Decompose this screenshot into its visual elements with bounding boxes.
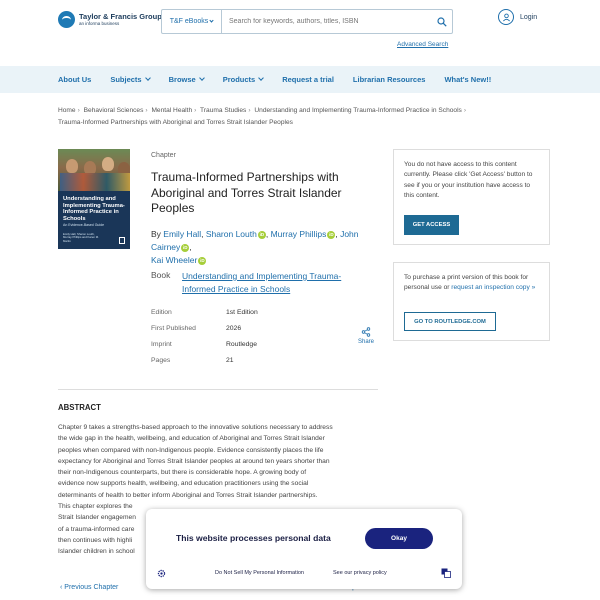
nav-subjects[interactable] [110,75,149,84]
brand-subtitle: an informa business [79,20,120,26]
orcid-icon[interactable]: iD [259,231,265,237]
book-label: Book [151,270,171,280]
previous-chapter-link[interactable] [60,584,118,591]
cover-authors: Emily Hall, Sharon Louth, Murray Phillips and Karen M. Martin [63,232,99,243]
orcid-icon[interactable]: iD [329,231,334,237]
chevron-right-icon: › [145,107,148,114]
orcid-icon[interactable]: iD [183,244,188,250]
meta-row-pages [151,352,321,368]
print-panel [393,262,550,341]
cover-subtitle: An Evidence-Based Guide [63,223,105,227]
meta-key: Imprint [151,340,172,348]
consent-title: This website processes personal data [176,533,331,543]
share-button[interactable] [354,327,378,345]
access-message: You do not have access to this content currently. Please click 'Get Access' button to see if you or your institution have access to this content. [404,161,533,199]
chevron-down-icon [258,75,264,81]
search-bar [161,9,453,34]
nav-about-us[interactable] [58,75,91,84]
search-button[interactable] [432,10,452,33]
divider [58,389,378,390]
advanced-search-link[interactable]: Advanced Search [397,41,449,48]
search-input[interactable] [222,10,432,33]
chevron-down-icon [199,75,205,81]
abstract-line: of a trauma-informed care [58,525,135,533]
meta-value: Routledge [226,340,257,348]
routledge-button[interactable]: GO TO ROUTLEDGE.COM [404,312,496,331]
share-label: Share [357,339,374,345]
abstract-line: their non-Indigenous counterparts, but there is considerable hope. A growing body of [58,469,307,477]
author-link[interactable]: Emily Hall [163,229,202,239]
abstract-line: Islander children in school [58,548,135,556]
print-text: To purchase a print version of this book for personal use or [404,274,529,292]
consent-settings-icon[interactable] [157,569,166,578]
okay-button[interactable]: Okay [365,528,433,549]
nav-label: Subjects [110,75,142,84]
meta-key: Pages [151,356,171,364]
login-button[interactable] [498,9,537,25]
previous-chapter-label: Previous Chapter [64,584,119,591]
nav-label: Browse [168,75,196,84]
chevron-right-icon: › [194,107,197,114]
search-scope-label: T&F eBooks [169,18,209,25]
login-label: Login [520,13,538,21]
orcid-icon[interactable]: iD [200,258,205,264]
brand-logo[interactable] [58,11,162,28]
breadcrumb-item[interactable]: Home [58,107,76,114]
chevron-left-icon: ‹ [60,584,63,591]
privacy-policy-link[interactable]: See our privacy policy [333,570,387,576]
abstract-line: determinants of health to better inform Aboriginal and Torres Strait Islander partnerships. [58,491,318,499]
nav-products[interactable] [223,75,264,84]
chapter-title: Trauma-Informed Partnerships with Aboriginal and Torres Strait Islander Peoples [151,170,342,216]
chevron-right-icon: › [77,107,80,114]
book-title-link[interactable]: Understanding and Implementing Trauma-Informed Practice in Schools [182,271,342,294]
print-message [404,273,539,294]
publisher-logo-icon [119,237,125,244]
nav-label: Products [222,75,256,84]
nav-browse[interactable] [169,75,204,84]
chevron-down-icon [210,18,214,22]
content-type-label: Chapter [151,152,176,159]
share-icon [361,327,371,337]
meta-row-first-published [151,320,321,336]
do-not-sell-link[interactable]: Do Not Sell My Personal Information [215,570,304,576]
abstract-line: the wide gap in the health, wellbeing, and education of Aboriginal and Torres Strait Islander [58,435,325,443]
breadcrumb-item[interactable]: Mental Health [151,107,193,114]
nav-whats-new[interactable] [444,75,491,84]
abstract-line: This chapter explores the [58,503,133,511]
book-cover[interactable] [58,149,130,249]
inspection-copy-link[interactable]: request an inspection copy [451,284,530,292]
breadcrumb-item[interactable]: Behavioral Sciences [83,107,144,114]
meta-row-edition [151,304,321,320]
site-header [0,0,600,66]
nav-label: What's New!! [444,75,492,84]
abstract-line: peoples when compared with non-Indigenous people. Evidence consistently places the life [58,446,324,454]
access-panel [393,149,550,245]
meta-value: 21 [226,356,234,364]
meta-row-imprint [151,336,321,352]
abstract-line: then continues with highli [58,536,133,544]
chapter-metadata [151,304,321,368]
user-icon [498,9,514,25]
abstract-line: Strait Islander engagemen [58,514,136,522]
cover-photo [58,149,130,191]
nav-label: Request a trial [282,75,334,84]
abstract-line: Chapter 9 takes a strengths-based approach to the innovative solutions necessary to address [58,424,333,431]
abstract-line: expectancy for Aboriginal and Torres Strait Islander peoples at around ten years shorter than [58,457,330,465]
nav-label: Librarian Resources [352,75,426,84]
meta-key: Edition [151,308,172,316]
nav-label: About Us [58,75,92,84]
author-link[interactable]: John Cairney [151,229,359,253]
search-scope-select[interactable] [162,10,222,33]
chevron-right-icon: › [463,107,467,114]
meta-value: 2026 [226,324,242,332]
author-link[interactable]: Sharon Louth [205,229,257,239]
search-icon [437,17,447,27]
abstract-line: evidence now supports health, wellbeing, and education practitioners using the social [58,480,309,488]
cookie-consent-banner [146,509,462,589]
chevron-down-icon [145,75,151,81]
breadcrumb-item[interactable]: Understanding and Implementing Trauma-Informed Practice in Schools [254,107,462,114]
author-link[interactable]: Murray Phillips [270,229,327,239]
author-list: By Emily Hall, Sharon Louth iD , Murray Phillips iD , John Cairney iD , Kai Wheeler iD [151,229,359,266]
nav-request-trial[interactable] [282,75,334,84]
language-icon[interactable] [441,568,451,578]
main-nav [0,66,600,93]
get-access-button[interactable]: GET ACCESS [404,215,459,235]
nav-librarian-resources[interactable] [353,75,426,84]
breadcrumb-item[interactable]: Trauma Studies [200,107,247,114]
breadcrumb [58,105,538,129]
meta-value: 1st Edition [226,308,258,316]
abstract-heading: ABSTRACT [58,403,101,412]
cover-title: Understanding and Implementing Trauma-Informed Practice in Schools [63,196,125,222]
chevron-right-icon: › [248,107,251,114]
brand-name: Taylor & Francis Group [79,12,162,21]
double-chevron-right-icon: » [531,284,536,292]
author-link[interactable]: Kai Wheeler [151,255,198,266]
meta-key: First Published [151,324,196,332]
brand-mark-icon [58,11,75,28]
by-label: By [151,229,161,239]
breadcrumb-current: Trauma-Informed Partnerships with Aboriginal and Torres Strait Islander Peoples [58,119,293,126]
